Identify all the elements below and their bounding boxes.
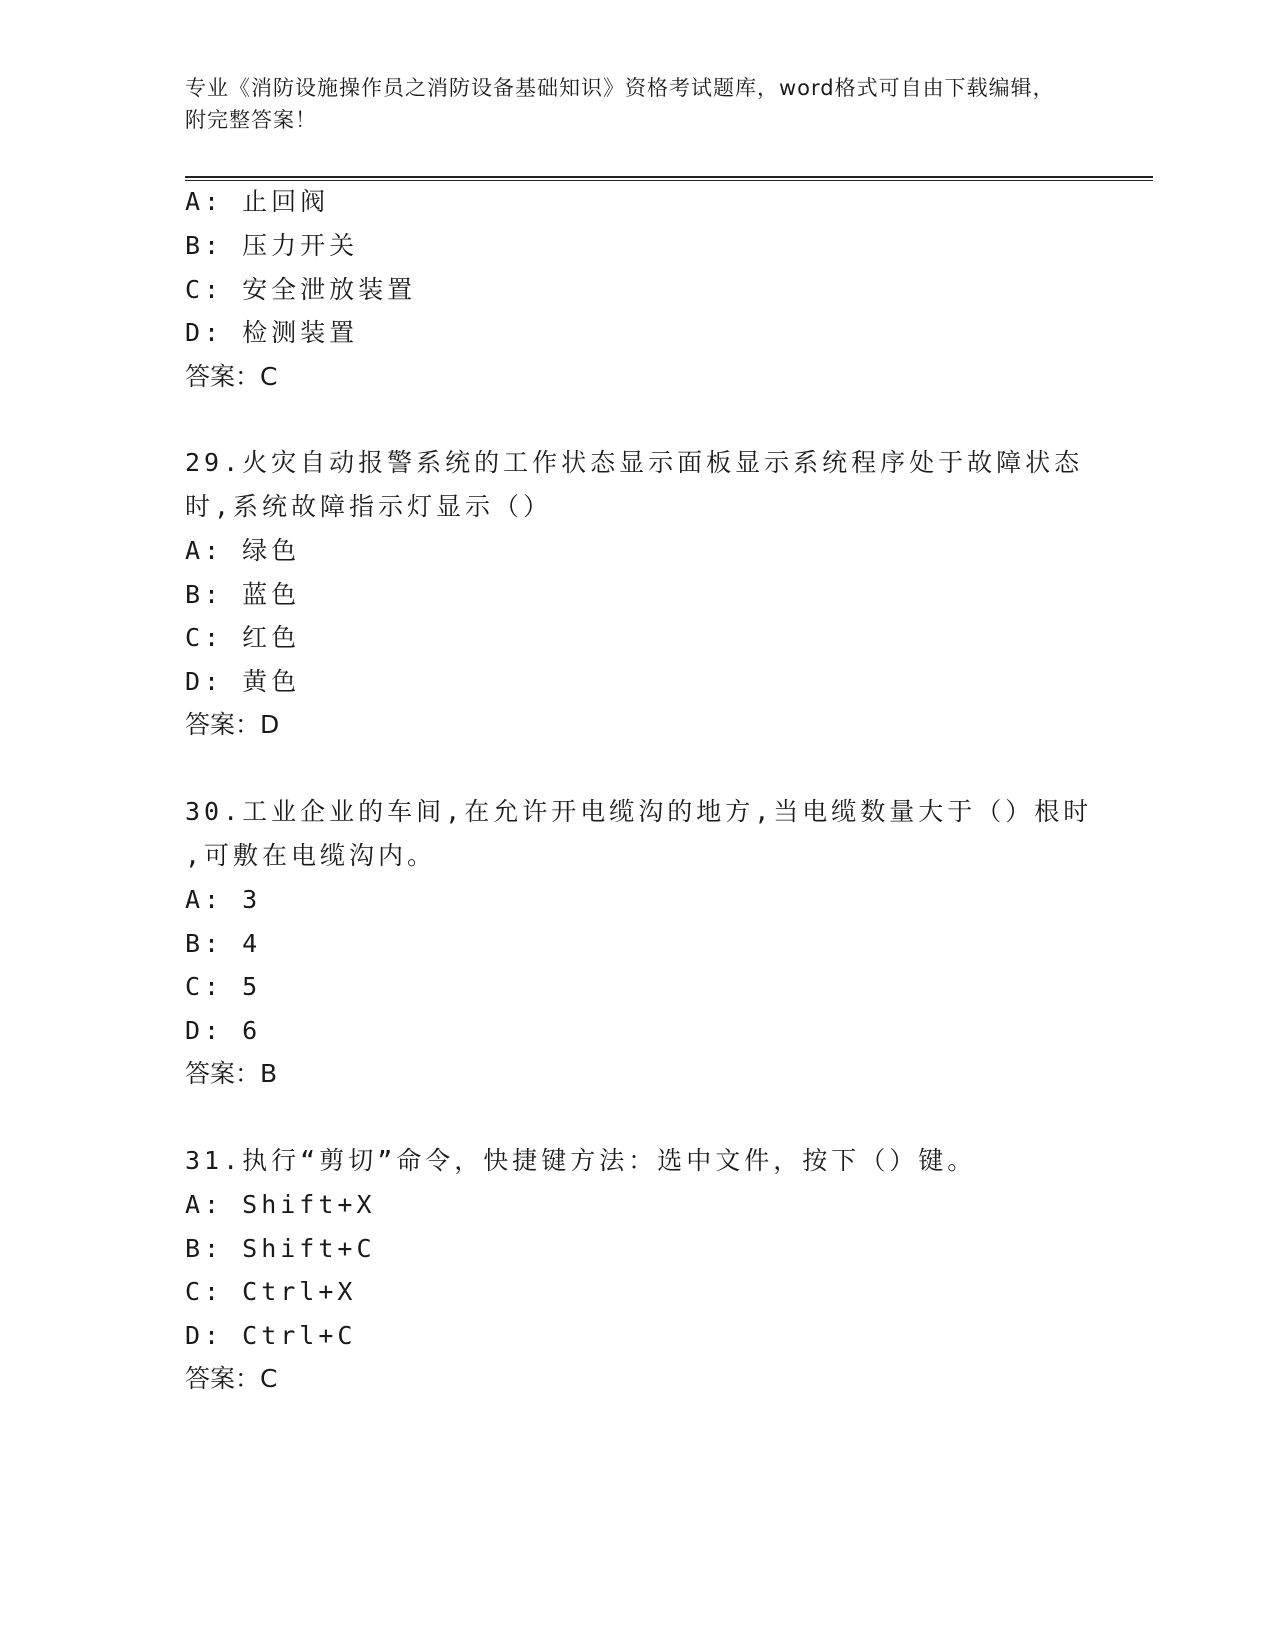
option-a: A: Shift+X [185, 1190, 376, 1219]
option-b: B: 压力开关 [185, 231, 359, 260]
option-c: C: 安全泄放装置 [185, 275, 417, 304]
answer: 答案：D [185, 710, 280, 739]
option-a: A: 止回阀 [185, 187, 330, 216]
header-divider [185, 176, 1153, 181]
option-b: B: Shift+C [185, 1234, 376, 1263]
answer: 答案：C [185, 1364, 278, 1393]
option-d: D: Ctrl+C [185, 1321, 357, 1350]
answer: 答案：C [185, 362, 278, 391]
question-29-text: 29.火灾自动报警系统的工作状态显示面板显示系统程序处于故障状态 [185, 448, 1084, 477]
option-d: D: 黄色 [185, 667, 301, 696]
option-d: D: 6 [185, 1016, 262, 1045]
question-30-text: 30.工业企业的车间,在允许开电缆沟的地方,当电缆数量大于（）根时 [185, 797, 1093, 826]
option-a: A: 3 [185, 885, 262, 914]
question-29-text-cont: 时,系统故障指示灯显示（） [185, 492, 553, 521]
document-header: 专业《消防设施操作员之消防设备基础知识》资格考试题库，word格式可自由下载编辑，附完整答案！ [185, 76, 1055, 132]
option-a: A: 绿色 [185, 536, 301, 565]
option-c: C: 5 [185, 972, 262, 1001]
option-c: C: Ctrl+X [185, 1277, 357, 1306]
question-30-text-cont: ,可敷在电缆沟内。 [185, 841, 437, 870]
option-b: B: 蓝色 [185, 580, 301, 609]
option-c: C: 红色 [185, 623, 301, 652]
question-31-text: 31.执行“剪切”命令，快捷键方法：选中文件，按下（）键。 [185, 1146, 977, 1175]
option-b: B: 4 [185, 929, 262, 958]
answer: 答案：B [185, 1059, 278, 1088]
option-d: D: 检测装置 [185, 318, 359, 347]
